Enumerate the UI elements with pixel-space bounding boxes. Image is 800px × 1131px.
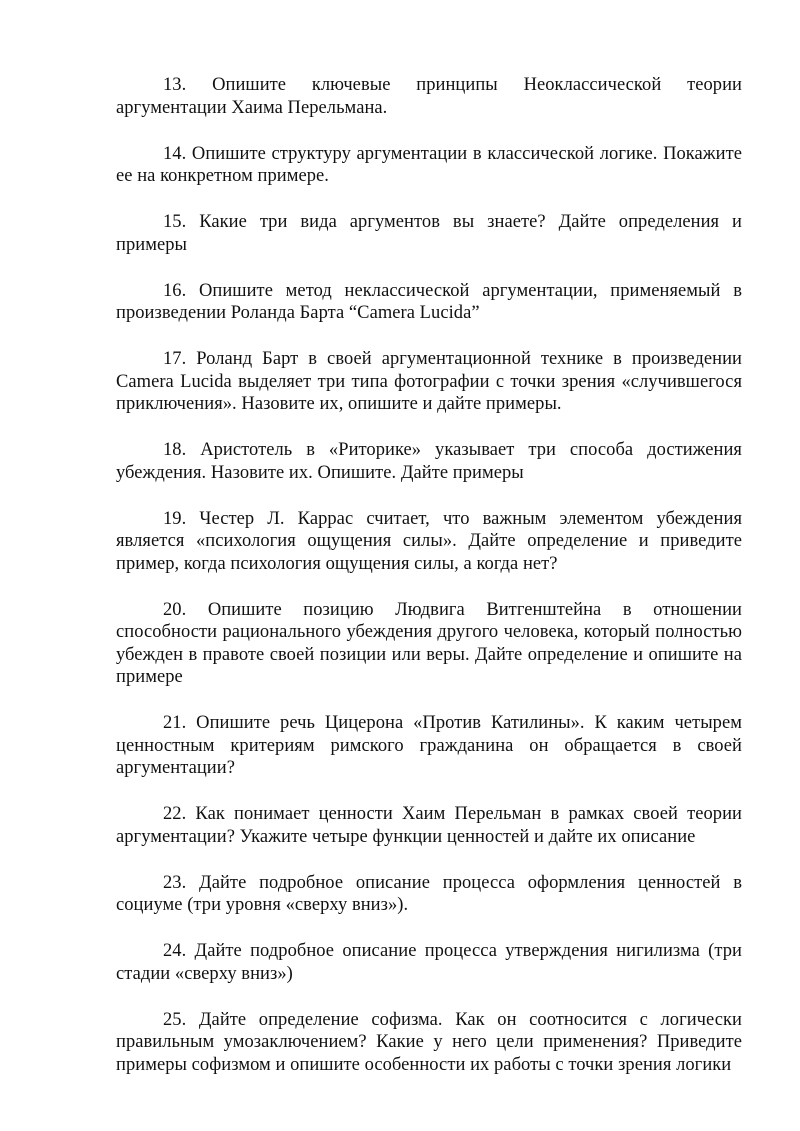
question-17: 17. Роланд Барт в своей аргументационной технике в произведении Camera Lucida выделяет три типа фотографии с точки зрения «случившегося приключения». Назовите их, опишите и дайте примеры. bbox=[116, 349, 742, 414]
question-19: 19. Честер Л. Каррас считает, что важным элементом убеждения является «психология ощущения силы». Дайте определение и приведите пример, когда психология ощущения силы, а когда нет? bbox=[116, 508, 742, 574]
question-18: 18. Аристотель в «Риторике» указывает три способа достижения убеждения. Назовите их. Опишите. Дайте примеры bbox=[116, 440, 742, 483]
question-15: 15. Какие три вида аргументов вы знаете? Дайте определения и примеры bbox=[116, 212, 742, 255]
document-page bbox=[116, 74, 742, 1100]
question-21: 21. Опишите речь Цицерона «Против Катилины». К каким четырем ценностным критериям римского гражданина он обращается в своей аргументации? bbox=[116, 713, 742, 778]
question-14: 14. Опишите структуру аргументации в классической логике. Покажите ее на конкретном примере. bbox=[116, 143, 742, 186]
question-13: 13. Опишите ключевые принципы Неоклассической теории аргументации Хаима Перельмана. bbox=[116, 75, 742, 118]
question-24: 24. Дайте подробное описание процесса утверждения нигилизма (три стадии «сверху вниз») bbox=[116, 941, 742, 984]
question-25: 25. Дайте определение софизма. Как он соотносится с логически правильным умозаключением? Какие у него цели применения? Приведите примеры софизмом и опишите особенности их работы с точки зрения логики bbox=[116, 1009, 742, 1075]
question-22: 22. Как понимает ценности Хаим Перельман в рамках своей теории аргументации? Укажите четыре функции ценностей и дайте их описание bbox=[116, 804, 742, 847]
question-16: 16. Опишите метод неклассической аргументации, применяемый в произведении Роланда Барта “Camera Lucida” bbox=[116, 280, 742, 323]
question-20: 20. Опишите позицию Людвига Витгенштейна в отношении способности рационального убеждения другого человека, который полностью убежден в правоте своей позиции или веры. Дайте определение и опишите на примере bbox=[116, 599, 742, 687]
question-23: 23. Дайте подробное описание процесса оформления ценностей в социуме (три уровня «сверху вниз»). bbox=[116, 872, 742, 915]
